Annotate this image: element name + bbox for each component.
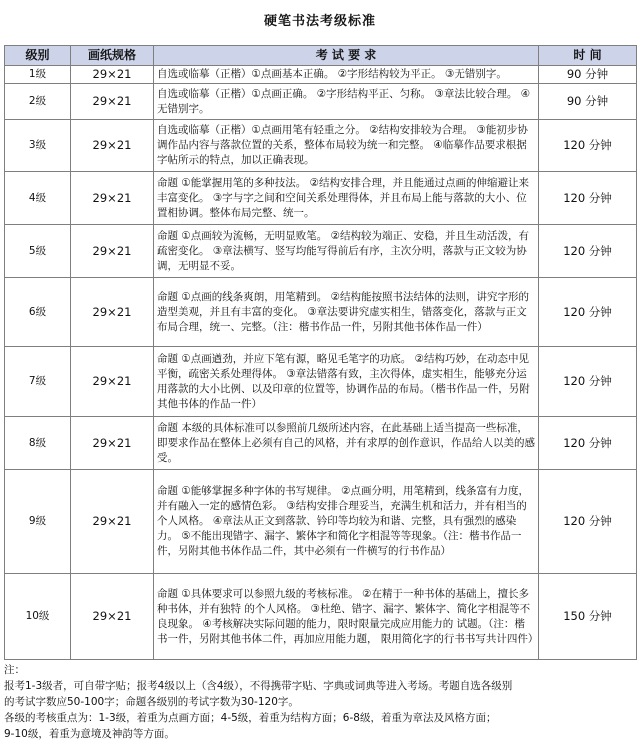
level-cell: 4级	[5, 172, 71, 225]
level-cell: 6级	[5, 278, 71, 347]
header-requirement: 考 试 要 求	[154, 46, 539, 66]
level-cell: 9级	[5, 470, 71, 574]
paper-size-cell: 29×21	[71, 66, 154, 84]
level-cell: 3级	[5, 120, 71, 172]
table-row	[5, 574, 637, 660]
time-cell: 120 分钟	[539, 470, 637, 574]
grading-standards-table	[4, 45, 637, 660]
time-cell: 120 分钟	[539, 417, 637, 470]
note-line: 报考1-3级者，可自带字贴；报考4级以上（含4级），不得携带字贴、字典或词典等进入考场。考题自选各级别	[4, 680, 513, 692]
paper-size-cell: 29×21	[71, 417, 154, 470]
time-cell: 90 分钟	[539, 66, 637, 84]
time-cell: 120 分钟	[539, 172, 637, 225]
table-row	[5, 84, 637, 120]
requirement-cell: 命题 ①能够掌握多种字体的书写规律。 ②点画分明，用笔精到，线条富有力度，并有融入一定的感情色彩。 ③结构安排合理妥当，充满生机和活力，并有相当的个人风格。 ④章法从正文到落款、钤印等均较为和谐、完整，具有强烈的感染力。 ⑤不能出现错字、漏字、繁体字和简化字相混等等现象。（注：楷书作品一件，另附其他书体作品二件，其中必须有一件横写的行书作品）	[154, 470, 539, 574]
table-header-row	[5, 46, 637, 66]
level-cell: 10级	[5, 574, 71, 660]
table-row	[5, 347, 637, 417]
header-paper-size: 画纸规格	[71, 46, 154, 66]
note-line: 各级的考核重点为：1-3级，着重为点画方面；4-5级，着重为结构方面；6-8级，着重为章法及风格方面；	[4, 712, 497, 724]
table-row	[5, 120, 637, 172]
requirement-cell: 自选或临摹（正楷）①点画基本正确。 ②字形结构较为平正。 ③无错别字。	[154, 66, 539, 84]
paper-size-cell: 29×21	[71, 470, 154, 574]
requirement-cell: 命题 本级的具体标准可以参照前几级所述内容，在此基础上适当提高一些标准，即要求作品在整体上必须有自己的风格，并有求厚的创作意识，作品给人以美的感受。	[154, 417, 539, 470]
level-cell: 5级	[5, 225, 71, 278]
time-cell: 150 分钟	[539, 574, 637, 660]
paper-size-cell: 29×21	[71, 225, 154, 278]
requirement-cell: 命题 ①点画较为流畅，无明显败笔。 ②结构较为端正、安稳，并且生动活泼，有疏密变化。 ③章法横写、竖写均能写得前后有序，主次分明，落款与正文较为协调，无明显不妥。	[154, 225, 539, 278]
notes-section	[4, 662, 636, 742]
requirement-cell: 命题 ①能掌握用笔的多种技法。 ②结构安排合理，并且能通过点画的伸缩避让来丰富变化。 ③字与字之间和空间关系处理得体，并且布局上能与落款的大小、位置相协调。整体布局完整、统一。	[154, 172, 539, 225]
requirement-cell: 命题 ①点画的线条爽朗，用笔精到。 ②结构能按照书法结体的法则，讲究字形的造型美观，并且有丰富的变化。 ③章法要讲究虚实相生，错落变化，落款与正文布局合理，统一、完整。（注：楷书作品一件，另附其他书体作品一件）	[154, 278, 539, 347]
requirement-cell: 命题 ①具体要求可以参照九级的考核标准。 ②在精于一种书体的基础上，擅长多种书体，并有独特 的个人风格。 ③杜绝、错字、漏字、繁体字、简化字相混等不良现象。 ④考核解决实际问题的能力，限时限量完成应用能力的 试题。（注：楷书一件，另附其他书体二件，再加应用能力题， 限用简化字的行书书写共计四件）	[154, 574, 539, 660]
time-cell: 120 分钟	[539, 225, 637, 278]
paper-size-cell: 29×21	[71, 120, 154, 172]
time-cell: 120 分钟	[539, 278, 637, 347]
level-cell: 2级	[5, 84, 71, 120]
notes-heading: 注：	[4, 664, 25, 676]
table-row	[5, 417, 637, 470]
note-line: 的考试字数应50-100字；命题各级别的考试字数为30-120字。	[4, 696, 299, 708]
requirement-cell: 自选或临摹（正楷）①点画正确。 ②字形结构平正、匀称。 ③章法比较合理。 ④无错别字。	[154, 84, 539, 120]
table-row	[5, 470, 637, 574]
time-cell: 120 分钟	[539, 120, 637, 172]
page-title: 硬笔书法考级标准	[263, 14, 376, 29]
header-time: 时 间	[539, 46, 637, 66]
requirement-cell: 命题 ①点画遒劲，并应下笔有源，略见毛笔字的功底。 ②结构巧妙，在动态中见平衡，疏密关系处理得体。 ③章法错落有致，主次得体，虚实相生，能够充分运用落款的大小比例、以及印章的位置等，协调作品的布局。（楷书作品一件，另附其他书体的作品一件）	[154, 347, 539, 417]
table-row	[5, 172, 637, 225]
requirement-cell: 自选或临摹（正楷）①点画用笔有轻重之分。 ②结构安排较为合理。 ③能初步协调作品内容与落款位置的关系，整体布局较为统一和完整。 ④临摹作品要求根据字帖所示的特点，加以正确表现。	[154, 120, 539, 172]
level-cell: 8级	[5, 417, 71, 470]
level-cell: 1级	[5, 66, 71, 84]
paper-size-cell: 29×21	[71, 172, 154, 225]
paper-size-cell: 29×21	[71, 278, 154, 347]
paper-size-cell: 29×21	[71, 84, 154, 120]
paper-size-cell: 29×21	[71, 347, 154, 417]
note-line: 9-10级，着重为意境及神韵等方面。	[4, 728, 175, 740]
level-cell: 7级	[5, 347, 71, 417]
time-cell: 90 分钟	[539, 84, 637, 120]
paper-size-cell: 29×21	[71, 574, 154, 660]
table-row	[5, 66, 637, 84]
header-level: 级别	[5, 46, 71, 66]
time-cell: 120 分钟	[539, 347, 637, 417]
table-row	[5, 225, 637, 278]
table-row	[5, 278, 637, 347]
